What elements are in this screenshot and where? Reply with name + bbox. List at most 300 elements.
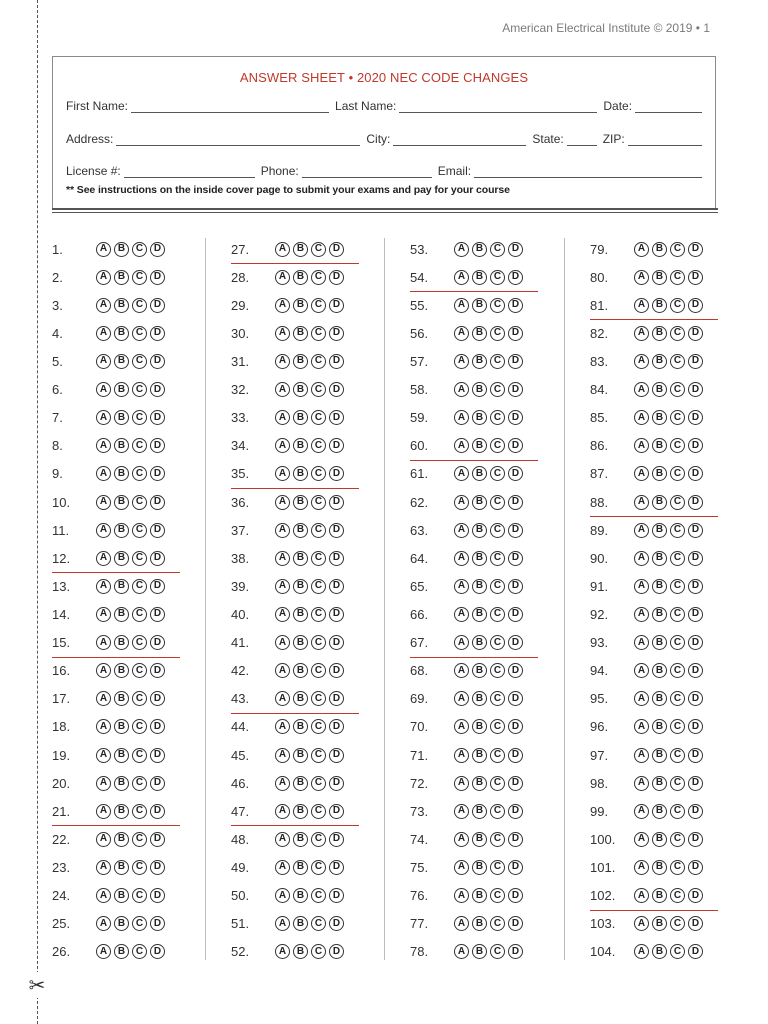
answer-bubble-c[interactable]: C xyxy=(311,691,326,706)
answer-bubble-d[interactable]: D xyxy=(329,270,344,285)
answer-bubble-c[interactable]: C xyxy=(670,495,685,510)
answer-bubble-a[interactable]: A xyxy=(634,719,649,734)
answer-bubble-d[interactable]: D xyxy=(508,776,523,791)
answer-bubble-c[interactable]: C xyxy=(490,270,505,285)
answer-bubble-c[interactable]: C xyxy=(490,326,505,341)
email-field[interactable] xyxy=(474,165,702,178)
answer-bubble-b[interactable]: B xyxy=(472,691,487,706)
phone-field[interactable] xyxy=(302,165,432,178)
answer-bubble-a[interactable]: A xyxy=(96,691,111,706)
answer-bubble-c[interactable]: C xyxy=(311,523,326,538)
answer-bubble-d[interactable]: D xyxy=(688,551,703,566)
answer-bubble-d[interactable]: D xyxy=(329,382,344,397)
answer-bubble-a[interactable]: A xyxy=(634,579,649,594)
answer-bubble-c[interactable]: C xyxy=(132,242,147,257)
answer-bubble-a[interactable]: A xyxy=(634,804,649,819)
answer-bubble-d[interactable]: D xyxy=(688,916,703,931)
answer-bubble-a[interactable]: A xyxy=(96,326,111,341)
answer-bubble-d[interactable]: D xyxy=(150,635,165,650)
answer-bubble-a[interactable]: A xyxy=(634,635,649,650)
answer-bubble-b[interactable]: B xyxy=(472,719,487,734)
answer-bubble-b[interactable]: B xyxy=(472,298,487,313)
answer-bubble-b[interactable]: B xyxy=(472,551,487,566)
answer-bubble-d[interactable]: D xyxy=(688,410,703,425)
answer-bubble-a[interactable]: A xyxy=(634,607,649,622)
answer-bubble-d[interactable]: D xyxy=(150,466,165,481)
answer-bubble-b[interactable]: B xyxy=(472,495,487,510)
answer-bubble-a[interactable]: A xyxy=(454,438,469,453)
answer-bubble-b[interactable]: B xyxy=(652,691,667,706)
answer-bubble-d[interactable]: D xyxy=(508,635,523,650)
answer-bubble-a[interactable]: A xyxy=(275,354,290,369)
answer-bubble-c[interactable]: C xyxy=(490,551,505,566)
answer-bubble-c[interactable]: C xyxy=(490,579,505,594)
answer-bubble-c[interactable]: C xyxy=(670,298,685,313)
answer-bubble-b[interactable]: B xyxy=(293,691,308,706)
answer-bubble-a[interactable]: A xyxy=(96,719,111,734)
answer-bubble-c[interactable]: C xyxy=(670,635,685,650)
answer-bubble-c[interactable]: C xyxy=(311,466,326,481)
answer-bubble-b[interactable]: B xyxy=(293,438,308,453)
answer-bubble-c[interactable]: C xyxy=(132,579,147,594)
answer-bubble-c[interactable]: C xyxy=(670,748,685,763)
answer-bubble-a[interactable]: A xyxy=(634,242,649,257)
answer-bubble-c[interactable]: C xyxy=(132,410,147,425)
answer-bubble-d[interactable]: D xyxy=(150,776,165,791)
answer-bubble-a[interactable]: A xyxy=(454,354,469,369)
answer-bubble-b[interactable]: B xyxy=(114,410,129,425)
answer-bubble-c[interactable]: C xyxy=(132,944,147,959)
answer-bubble-d[interactable]: D xyxy=(508,326,523,341)
answer-bubble-c[interactable]: C xyxy=(490,635,505,650)
answer-bubble-a[interactable]: A xyxy=(454,719,469,734)
answer-bubble-d[interactable]: D xyxy=(329,635,344,650)
answer-bubble-d[interactable]: D xyxy=(688,663,703,678)
answer-bubble-c[interactable]: C xyxy=(670,832,685,847)
answer-bubble-a[interactable]: A xyxy=(275,551,290,566)
answer-bubble-a[interactable]: A xyxy=(96,944,111,959)
answer-bubble-c[interactable]: C xyxy=(311,382,326,397)
answer-bubble-b[interactable]: B xyxy=(114,298,129,313)
answer-bubble-a[interactable]: A xyxy=(96,523,111,538)
answer-bubble-d[interactable]: D xyxy=(508,495,523,510)
answer-bubble-c[interactable]: C xyxy=(490,523,505,538)
answer-bubble-d[interactable]: D xyxy=(329,860,344,875)
answer-bubble-d[interactable]: D xyxy=(329,944,344,959)
answer-bubble-a[interactable]: A xyxy=(275,495,290,510)
answer-bubble-c[interactable]: C xyxy=(490,438,505,453)
answer-bubble-d[interactable]: D xyxy=(688,382,703,397)
answer-bubble-d[interactable]: D xyxy=(329,804,344,819)
answer-bubble-d[interactable]: D xyxy=(688,298,703,313)
answer-bubble-a[interactable]: A xyxy=(454,242,469,257)
answer-bubble-c[interactable]: C xyxy=(670,607,685,622)
answer-bubble-a[interactable]: A xyxy=(634,691,649,706)
answer-bubble-d[interactable]: D xyxy=(150,579,165,594)
answer-bubble-d[interactable]: D xyxy=(688,691,703,706)
answer-bubble-a[interactable]: A xyxy=(454,551,469,566)
answer-bubble-b[interactable]: B xyxy=(472,832,487,847)
answer-bubble-b[interactable]: B xyxy=(293,298,308,313)
answer-bubble-a[interactable]: A xyxy=(96,242,111,257)
answer-bubble-a[interactable]: A xyxy=(275,663,290,678)
answer-bubble-c[interactable]: C xyxy=(490,916,505,931)
answer-bubble-d[interactable]: D xyxy=(329,663,344,678)
answer-bubble-c[interactable]: C xyxy=(490,354,505,369)
answer-bubble-b[interactable]: B xyxy=(114,719,129,734)
answer-bubble-c[interactable]: C xyxy=(670,270,685,285)
answer-bubble-d[interactable]: D xyxy=(150,523,165,538)
answer-bubble-a[interactable]: A xyxy=(454,523,469,538)
answer-bubble-a[interactable]: A xyxy=(454,607,469,622)
answer-bubble-a[interactable]: A xyxy=(275,242,290,257)
answer-bubble-d[interactable]: D xyxy=(508,242,523,257)
answer-bubble-d[interactable]: D xyxy=(150,944,165,959)
answer-bubble-b[interactable]: B xyxy=(652,607,667,622)
answer-bubble-d[interactable]: D xyxy=(688,523,703,538)
answer-bubble-d[interactable]: D xyxy=(508,832,523,847)
answer-bubble-a[interactable]: A xyxy=(634,776,649,791)
answer-bubble-a[interactable]: A xyxy=(634,270,649,285)
answer-bubble-a[interactable]: A xyxy=(634,551,649,566)
answer-bubble-c[interactable]: C xyxy=(490,719,505,734)
answer-bubble-b[interactable]: B xyxy=(472,523,487,538)
answer-bubble-c[interactable]: C xyxy=(311,804,326,819)
answer-bubble-c[interactable]: C xyxy=(490,691,505,706)
answer-bubble-a[interactable]: A xyxy=(634,382,649,397)
answer-bubble-a[interactable]: A xyxy=(454,804,469,819)
answer-bubble-d[interactable]: D xyxy=(329,466,344,481)
answer-bubble-a[interactable]: A xyxy=(634,298,649,313)
answer-bubble-a[interactable]: A xyxy=(96,635,111,650)
answer-bubble-b[interactable]: B xyxy=(114,551,129,566)
answer-bubble-b[interactable]: B xyxy=(114,691,129,706)
answer-bubble-b[interactable]: B xyxy=(652,326,667,341)
answer-bubble-d[interactable]: D xyxy=(150,298,165,313)
answer-bubble-a[interactable]: A xyxy=(96,748,111,763)
answer-bubble-d[interactable]: D xyxy=(329,691,344,706)
answer-bubble-c[interactable]: C xyxy=(490,495,505,510)
answer-bubble-d[interactable]: D xyxy=(329,298,344,313)
answer-bubble-c[interactable]: C xyxy=(311,326,326,341)
answer-bubble-a[interactable]: A xyxy=(96,804,111,819)
answer-bubble-d[interactable]: D xyxy=(150,607,165,622)
answer-bubble-b[interactable]: B xyxy=(472,888,487,903)
answer-bubble-c[interactable]: C xyxy=(670,776,685,791)
answer-bubble-d[interactable]: D xyxy=(150,860,165,875)
answer-bubble-b[interactable]: B xyxy=(652,523,667,538)
answer-bubble-d[interactable]: D xyxy=(150,719,165,734)
answer-bubble-c[interactable]: C xyxy=(670,579,685,594)
answer-bubble-d[interactable]: D xyxy=(688,804,703,819)
answer-bubble-b[interactable]: B xyxy=(114,270,129,285)
answer-bubble-a[interactable]: A xyxy=(634,354,649,369)
answer-bubble-d[interactable]: D xyxy=(329,579,344,594)
answer-bubble-a[interactable]: A xyxy=(96,466,111,481)
answer-bubble-d[interactable]: D xyxy=(150,832,165,847)
zip-field[interactable] xyxy=(628,133,702,146)
answer-bubble-c[interactable]: C xyxy=(490,832,505,847)
answer-bubble-d[interactable]: D xyxy=(150,916,165,931)
answer-bubble-b[interactable]: B xyxy=(472,242,487,257)
answer-bubble-a[interactable]: A xyxy=(275,916,290,931)
answer-bubble-a[interactable]: A xyxy=(96,663,111,678)
answer-bubble-a[interactable]: A xyxy=(634,466,649,481)
answer-bubble-c[interactable]: C xyxy=(670,354,685,369)
answer-bubble-c[interactable]: C xyxy=(490,466,505,481)
answer-bubble-c[interactable]: C xyxy=(311,916,326,931)
license-field[interactable] xyxy=(124,165,255,178)
answer-bubble-b[interactable]: B xyxy=(652,298,667,313)
answer-bubble-b[interactable]: B xyxy=(652,832,667,847)
answer-bubble-d[interactable]: D xyxy=(150,804,165,819)
answer-bubble-a[interactable]: A xyxy=(275,635,290,650)
answer-bubble-a[interactable]: A xyxy=(454,860,469,875)
answer-bubble-b[interactable]: B xyxy=(652,944,667,959)
answer-bubble-b[interactable]: B xyxy=(114,804,129,819)
answer-bubble-a[interactable]: A xyxy=(96,916,111,931)
answer-bubble-b[interactable]: B xyxy=(652,635,667,650)
answer-bubble-a[interactable]: A xyxy=(275,298,290,313)
answer-bubble-c[interactable]: C xyxy=(670,410,685,425)
answer-bubble-d[interactable]: D xyxy=(688,719,703,734)
answer-bubble-a[interactable]: A xyxy=(275,860,290,875)
answer-bubble-b[interactable]: B xyxy=(293,551,308,566)
answer-bubble-a[interactable]: A xyxy=(275,523,290,538)
answer-bubble-d[interactable]: D xyxy=(150,663,165,678)
answer-bubble-a[interactable]: A xyxy=(454,270,469,285)
answer-bubble-b[interactable]: B xyxy=(472,635,487,650)
answer-bubble-b[interactable]: B xyxy=(652,438,667,453)
answer-bubble-a[interactable]: A xyxy=(454,888,469,903)
answer-bubble-a[interactable]: A xyxy=(634,410,649,425)
answer-bubble-d[interactable]: D xyxy=(508,382,523,397)
date-field[interactable] xyxy=(635,100,702,113)
answer-bubble-a[interactable]: A xyxy=(96,860,111,875)
answer-bubble-d[interactable]: D xyxy=(150,410,165,425)
answer-bubble-c[interactable]: C xyxy=(311,860,326,875)
answer-bubble-b[interactable]: B xyxy=(293,326,308,341)
answer-bubble-d[interactable]: D xyxy=(508,944,523,959)
answer-bubble-d[interactable]: D xyxy=(150,270,165,285)
answer-bubble-a[interactable]: A xyxy=(96,410,111,425)
answer-bubble-b[interactable]: B xyxy=(652,916,667,931)
answer-bubble-a[interactable]: A xyxy=(634,523,649,538)
answer-bubble-d[interactable]: D xyxy=(508,663,523,678)
answer-bubble-b[interactable]: B xyxy=(472,748,487,763)
answer-bubble-a[interactable]: A xyxy=(275,804,290,819)
answer-bubble-b[interactable]: B xyxy=(652,888,667,903)
answer-bubble-d[interactable]: D xyxy=(329,748,344,763)
answer-bubble-a[interactable]: A xyxy=(634,663,649,678)
answer-bubble-a[interactable]: A xyxy=(454,410,469,425)
answer-bubble-c[interactable]: C xyxy=(670,860,685,875)
answer-bubble-d[interactable]: D xyxy=(150,495,165,510)
answer-bubble-c[interactable]: C xyxy=(311,579,326,594)
answer-bubble-b[interactable]: B xyxy=(114,579,129,594)
answer-bubble-c[interactable]: C xyxy=(490,944,505,959)
answer-bubble-d[interactable]: D xyxy=(329,523,344,538)
answer-bubble-a[interactable]: A xyxy=(275,832,290,847)
city-field[interactable] xyxy=(393,133,526,146)
answer-bubble-d[interactable]: D xyxy=(688,354,703,369)
answer-bubble-c[interactable]: C xyxy=(311,748,326,763)
answer-bubble-c[interactable]: C xyxy=(670,719,685,734)
answer-bubble-d[interactable]: D xyxy=(329,916,344,931)
answer-bubble-b[interactable]: B xyxy=(652,495,667,510)
answer-bubble-d[interactable]: D xyxy=(329,242,344,257)
answer-bubble-c[interactable]: C xyxy=(311,888,326,903)
answer-bubble-b[interactable]: B xyxy=(293,410,308,425)
answer-bubble-b[interactable]: B xyxy=(652,663,667,678)
answer-bubble-a[interactable]: A xyxy=(634,326,649,341)
answer-bubble-d[interactable]: D xyxy=(688,832,703,847)
answer-bubble-b[interactable]: B xyxy=(114,888,129,903)
answer-bubble-d[interactable]: D xyxy=(508,888,523,903)
answer-bubble-a[interactable]: A xyxy=(275,776,290,791)
answer-bubble-a[interactable]: A xyxy=(634,438,649,453)
answer-bubble-d[interactable]: D xyxy=(508,466,523,481)
answer-bubble-b[interactable]: B xyxy=(652,719,667,734)
answer-bubble-b[interactable]: B xyxy=(114,860,129,875)
answer-bubble-b[interactable]: B xyxy=(114,466,129,481)
answer-bubble-a[interactable]: A xyxy=(96,354,111,369)
answer-bubble-b[interactable]: B xyxy=(472,326,487,341)
answer-bubble-a[interactable]: A xyxy=(454,298,469,313)
answer-bubble-c[interactable]: C xyxy=(132,748,147,763)
answer-bubble-a[interactable]: A xyxy=(275,944,290,959)
answer-bubble-d[interactable]: D xyxy=(688,860,703,875)
answer-bubble-a[interactable]: A xyxy=(454,691,469,706)
answer-bubble-d[interactable]: D xyxy=(688,579,703,594)
answer-bubble-b[interactable]: B xyxy=(652,860,667,875)
answer-bubble-c[interactable]: C xyxy=(670,804,685,819)
answer-bubble-a[interactable]: A xyxy=(275,691,290,706)
answer-bubble-d[interactable]: D xyxy=(508,719,523,734)
last-name-field[interactable] xyxy=(399,100,597,113)
answer-bubble-c[interactable]: C xyxy=(670,551,685,566)
answer-bubble-c[interactable]: C xyxy=(670,663,685,678)
answer-bubble-c[interactable]: C xyxy=(311,438,326,453)
answer-bubble-d[interactable]: D xyxy=(508,438,523,453)
answer-bubble-c[interactable]: C xyxy=(132,382,147,397)
answer-bubble-d[interactable]: D xyxy=(508,354,523,369)
answer-bubble-c[interactable]: C xyxy=(311,270,326,285)
answer-bubble-c[interactable]: C xyxy=(132,438,147,453)
answer-bubble-b[interactable]: B xyxy=(293,466,308,481)
answer-bubble-c[interactable]: C xyxy=(132,551,147,566)
answer-bubble-b[interactable]: B xyxy=(293,579,308,594)
answer-bubble-d[interactable]: D xyxy=(508,860,523,875)
answer-bubble-b[interactable]: B xyxy=(472,382,487,397)
answer-bubble-c[interactable]: C xyxy=(132,635,147,650)
answer-bubble-d[interactable]: D xyxy=(688,944,703,959)
answer-bubble-a[interactable]: A xyxy=(96,832,111,847)
answer-bubble-a[interactable]: A xyxy=(634,860,649,875)
answer-bubble-d[interactable]: D xyxy=(688,635,703,650)
answer-bubble-c[interactable]: C xyxy=(490,410,505,425)
answer-bubble-a[interactable]: A xyxy=(96,579,111,594)
answer-bubble-c[interactable]: C xyxy=(311,354,326,369)
answer-bubble-c[interactable]: C xyxy=(132,776,147,791)
answer-bubble-c[interactable]: C xyxy=(132,495,147,510)
answer-bubble-c[interactable]: C xyxy=(490,888,505,903)
answer-bubble-c[interactable]: C xyxy=(490,776,505,791)
answer-bubble-c[interactable]: C xyxy=(311,776,326,791)
answer-bubble-b[interactable]: B xyxy=(652,748,667,763)
answer-bubble-d[interactable]: D xyxy=(688,270,703,285)
answer-bubble-a[interactable]: A xyxy=(454,495,469,510)
answer-bubble-a[interactable]: A xyxy=(275,326,290,341)
answer-bubble-a[interactable]: A xyxy=(275,270,290,285)
answer-bubble-c[interactable]: C xyxy=(132,466,147,481)
answer-bubble-c[interactable]: C xyxy=(670,691,685,706)
answer-bubble-d[interactable]: D xyxy=(508,551,523,566)
answer-bubble-a[interactable]: A xyxy=(454,916,469,931)
answer-bubble-c[interactable]: C xyxy=(311,495,326,510)
answer-bubble-b[interactable]: B xyxy=(472,663,487,678)
answer-bubble-a[interactable]: A xyxy=(275,579,290,594)
answer-bubble-c[interactable]: C xyxy=(132,270,147,285)
answer-bubble-c[interactable]: C xyxy=(132,860,147,875)
answer-bubble-b[interactable]: B xyxy=(293,635,308,650)
answer-bubble-b[interactable]: B xyxy=(293,607,308,622)
answer-bubble-d[interactable]: D xyxy=(508,916,523,931)
answer-bubble-c[interactable]: C xyxy=(311,663,326,678)
answer-bubble-a[interactable]: A xyxy=(96,438,111,453)
answer-bubble-c[interactable]: C xyxy=(132,888,147,903)
answer-bubble-b[interactable]: B xyxy=(472,916,487,931)
answer-bubble-c[interactable]: C xyxy=(490,804,505,819)
answer-bubble-d[interactable]: D xyxy=(688,326,703,341)
answer-bubble-d[interactable]: D xyxy=(329,438,344,453)
answer-bubble-d[interactable]: D xyxy=(329,719,344,734)
answer-bubble-b[interactable]: B xyxy=(114,495,129,510)
answer-bubble-c[interactable]: C xyxy=(670,382,685,397)
answer-bubble-d[interactable]: D xyxy=(150,242,165,257)
answer-bubble-d[interactable]: D xyxy=(508,748,523,763)
answer-bubble-b[interactable]: B xyxy=(293,916,308,931)
answer-bubble-b[interactable]: B xyxy=(293,719,308,734)
answer-bubble-b[interactable]: B xyxy=(652,776,667,791)
answer-bubble-a[interactable]: A xyxy=(96,270,111,285)
answer-bubble-b[interactable]: B xyxy=(293,860,308,875)
answer-bubble-c[interactable]: C xyxy=(670,326,685,341)
answer-bubble-d[interactable]: D xyxy=(329,354,344,369)
first-name-field[interactable] xyxy=(131,100,329,113)
answer-bubble-a[interactable]: A xyxy=(634,916,649,931)
answer-bubble-b[interactable]: B xyxy=(472,438,487,453)
answer-bubble-c[interactable]: C xyxy=(132,354,147,369)
answer-bubble-a[interactable]: A xyxy=(96,495,111,510)
answer-bubble-b[interactable]: B xyxy=(114,748,129,763)
answer-bubble-c[interactable]: C xyxy=(311,607,326,622)
state-field[interactable] xyxy=(567,133,597,146)
answer-bubble-d[interactable]: D xyxy=(688,466,703,481)
answer-bubble-a[interactable]: A xyxy=(634,748,649,763)
answer-bubble-b[interactable]: B xyxy=(472,607,487,622)
answer-bubble-b[interactable]: B xyxy=(472,944,487,959)
answer-bubble-a[interactable]: A xyxy=(96,382,111,397)
answer-bubble-a[interactable]: A xyxy=(454,466,469,481)
answer-bubble-c[interactable]: C xyxy=(311,944,326,959)
answer-bubble-a[interactable]: A xyxy=(275,888,290,903)
answer-bubble-d[interactable]: D xyxy=(688,748,703,763)
answer-bubble-b[interactable]: B xyxy=(293,944,308,959)
answer-bubble-b[interactable]: B xyxy=(114,663,129,678)
answer-bubble-d[interactable]: D xyxy=(508,298,523,313)
answer-bubble-a[interactable]: A xyxy=(634,495,649,510)
